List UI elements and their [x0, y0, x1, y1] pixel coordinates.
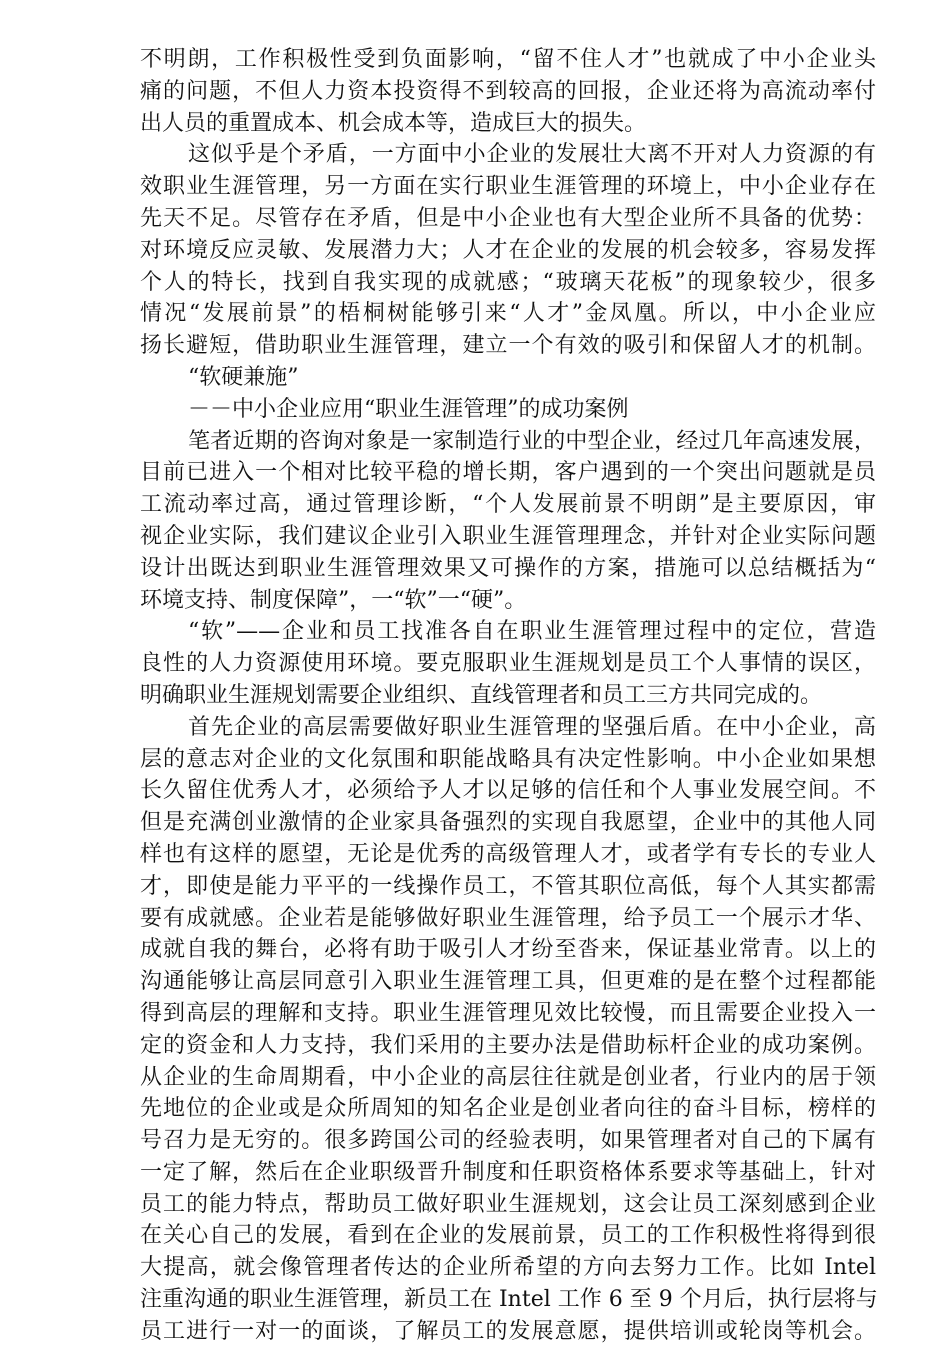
text-line: 从企业的生命周期看，中小企业的高层往往就是创业者，行业内的居于领: [140, 1064, 876, 1090]
text-line: 成就自我的舞台，必将有助于吸引人才纷至沓来，保证基业常青。以上的: [140, 937, 876, 963]
text-line: 层的意志对企业的文化氛围和职能战略具有决定性影响。中小企业如果想: [140, 746, 876, 772]
text-line: 目前已进入一个相对比较平稳的增长期，客户遇到的一个突出问题就是员: [140, 460, 876, 486]
text-line: 设计出既达到职业生涯管理效果又可操作的方案，措施可以总结概括为“: [140, 555, 876, 581]
text-line: 对环境反应灵敏、发展潜力大；人才在企业的发展的机会较多，容易发挥: [140, 237, 876, 263]
text-line: 才，即使是能力平平的一线操作员工，不管其职位高低，每个人其实都需: [140, 873, 876, 899]
text-line: 号召力是无穷的。很多跨国公司的经验表明，如果管理者对自己的下属有: [140, 1128, 876, 1154]
text-line: 环境支持、制度保障”，一“软”一“硬”。: [140, 587, 527, 613]
text-line: 痛的问题，不但人力资本投资得不到较高的回报，企业还将为高流动率付: [140, 78, 876, 104]
text-line: 要有成就感。企业若是能够做好职业生涯管理，给予员工一个展示才华、: [140, 905, 876, 931]
text-line: 个人的特长，找到自我实现的成就感；“玻璃天花板”的现象较少，很多: [140, 269, 876, 295]
text-line: 首先企业的高层需要做好职业生涯管理的坚强后盾。在中小企业，高: [188, 714, 876, 740]
text-line: 视企业实际，我们建议企业引入职业生涯管理理念，并针对企业实际问题: [140, 523, 876, 549]
text-line: －－中小企业应用“职业生涯管理”的成功案例: [188, 396, 629, 422]
text-line: 扬长避短，借助职业生涯管理，建立一个有效的吸引和保留人才的机制。: [140, 333, 876, 359]
text-line: 良性的人力资源使用环境。要克服职业生涯规划是员工个人事情的误区，: [140, 651, 876, 677]
body-text: [140, 44, 876, 1348]
text-line: 员工的能力特点，帮助员工做好职业生涯规划，这会让员工深刻感到企业: [140, 1191, 876, 1217]
text-line: 沟通能够让高层同意引入职业生涯管理工具，但更难的是在整个过程都能: [140, 969, 876, 995]
text-line: 出人员的重置成本、机会成本等，造成巨大的损失。: [140, 110, 647, 136]
text-line: 大提高，就会像管理者传达的企业所希望的方向去努力工作。比如 Intel: [140, 1255, 876, 1281]
text-line: 笔者近期的咨询对象是一家制造行业的中型企业，经过几年高速发展，: [188, 428, 876, 454]
text-line: 先天不足。尽管存在矛盾，但是中小企业也有大型企业所不具备的优势：: [140, 205, 876, 231]
text-line: 得到高层的理解和支持。职业生涯管理见效比较慢，而且需要企业投入一: [140, 1000, 876, 1026]
text-line: 定的资金和人力支持，我们采用的主要办法是借助标杆企业的成功案例。: [140, 1032, 876, 1058]
text-line: 样也有这样的愿望，无论是优秀的高级管理人才，或者学有专长的专业人: [140, 841, 876, 867]
text-line: 情况“发展前景”的梧桐树能够引来“人才”金凤凰。所以，中小企业应: [140, 301, 876, 327]
text-line: 长久留住优秀人才，必须给予人才以足够的信任和个人事业发展空间。不: [140, 778, 876, 804]
text-line: 先地位的企业或是众所周知的知名企业是创业者向往的奋斗目标，榜样的: [140, 1096, 876, 1122]
text-line: 员工进行一对一的面谈，了解员工的发展意愿，提供培训或轮岗等机会。: [140, 1318, 876, 1344]
text-line: 这似乎是个矛盾，一方面中小企业的发展壮大离不开对人力资源的有: [188, 142, 876, 168]
text-line: 注重沟通的职业生涯管理，新员工在 Intel 工作 6 至 9 个月后，执行层将与: [140, 1287, 878, 1313]
text-line: “软”——企业和员工找准各自在职业生涯管理过程中的定位，营造: [188, 619, 876, 645]
text-line: 一定了解，然后在企业职级晋升制度和任职资格体系要求等基础上，针对: [140, 1159, 876, 1185]
text-line: 明确职业生涯规划需要企业组织、直线管理者和员工三方共同完成的。: [140, 682, 823, 708]
text-line: 但是充满创业激情的企业家具备强烈的实现自我愿望，企业中的其他人同: [140, 810, 876, 836]
text-line: 在关心自己的发展，看到在企业的发展前景，员工的工作积极性将得到很: [140, 1223, 876, 1249]
text-line: 工流动率过高，通过管理诊断，“个人发展前景不明朗”是主要原因，审: [140, 492, 876, 518]
text-line: 效职业生涯管理，另一方面在实行职业生涯管理的环境上，中小企业存在: [140, 174, 876, 200]
text-line: “软硬兼施”: [188, 364, 299, 390]
text-line: 不明朗，工作积极性受到负面影响，“留不住人才”也就成了中小企业头: [140, 47, 876, 72]
